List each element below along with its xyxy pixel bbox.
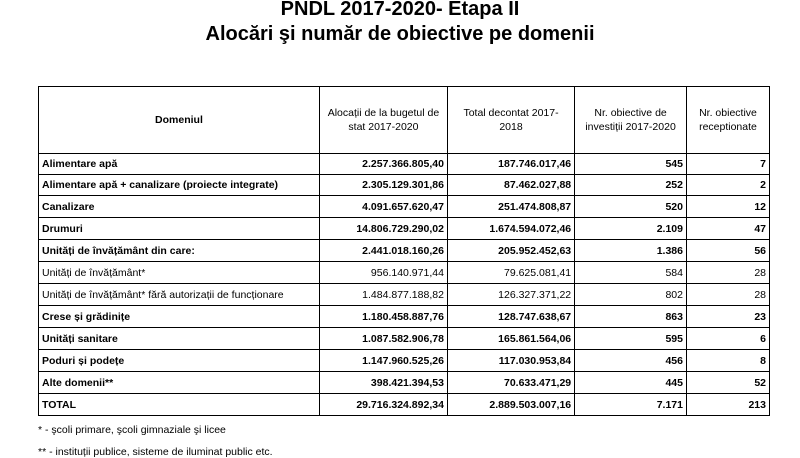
row-obiective-receptionate-cell: 8 bbox=[686, 350, 769, 372]
row-alocatii-cell: 1.180.458.887,76 bbox=[319, 306, 447, 328]
row-obiective-investitii-cell: 545 bbox=[575, 154, 687, 175]
table-row bbox=[39, 218, 770, 240]
row-obiective-receptionate-cell: 23 bbox=[686, 306, 769, 328]
row-obiective-investitii-cell: 445 bbox=[575, 372, 687, 394]
row-obiective-receptionate-cell: 2 bbox=[686, 175, 769, 196]
row-domain-cell: Canalizare bbox=[39, 196, 320, 218]
row-decontat-cell: 2.889.503.007,16 bbox=[447, 394, 574, 416]
table-row bbox=[39, 262, 770, 284]
row-obiective-receptionate-cell: 12 bbox=[686, 196, 769, 218]
row-obiective-receptionate-cell: 28 bbox=[686, 284, 769, 306]
table-row bbox=[39, 350, 770, 372]
row-alocatii-cell: 1.484.877.188,82 bbox=[319, 284, 447, 306]
table-row bbox=[39, 175, 770, 196]
row-obiective-receptionate-cell: 52 bbox=[686, 372, 769, 394]
row-obiective-investitii-cell: 863 bbox=[575, 306, 687, 328]
row-obiective-investitii-cell: 456 bbox=[575, 350, 687, 372]
row-domain-cell: Unități sanitare bbox=[39, 328, 320, 350]
row-alocatii-cell: 14.806.729.290,02 bbox=[319, 218, 447, 240]
row-domain-cell: Unități de învățământ* bbox=[39, 262, 320, 284]
row-decontat-cell: 70.633.471,29 bbox=[447, 372, 574, 394]
row-alocatii-cell: 1.147.960.525,26 bbox=[319, 350, 447, 372]
row-obiective-investitii-cell: 520 bbox=[575, 196, 687, 218]
row-decontat-cell: 117.030.953,84 bbox=[447, 350, 574, 372]
header-alocatii-text: Alocații de la bugetul de stat 2017-2020 bbox=[327, 107, 440, 133]
row-decontat-cell: 205.952.452,63 bbox=[447, 240, 574, 262]
table-row bbox=[39, 196, 770, 218]
header-total-decontat-text: Total decontat 2017-2018 bbox=[463, 107, 559, 133]
row-alocatii-cell: 2.305.129.301,86 bbox=[319, 175, 447, 196]
row-obiective-receptionate-cell: 28 bbox=[686, 262, 769, 284]
footnote-1: * - şcoli primare, şcoli gimnaziale şi licee bbox=[38, 424, 226, 436]
row-obiective-investitii-cell: 252 bbox=[575, 175, 687, 196]
row-domain-cell: Crese și grădinițe bbox=[39, 306, 320, 328]
header-alocatii bbox=[319, 87, 447, 154]
table-header-row bbox=[39, 87, 770, 154]
row-obiective-investitii-cell: 802 bbox=[575, 284, 687, 306]
row-alocatii-cell: 956.140.971,44 bbox=[319, 262, 447, 284]
row-domain-cell: Unități de învățământ* fără autorizații de funcționare bbox=[39, 284, 320, 306]
row-decontat-cell: 126.327.371,22 bbox=[447, 284, 574, 306]
row-obiective-investitii-cell: 1.386 bbox=[575, 240, 687, 262]
row-obiective-receptionate-cell: 213 bbox=[686, 394, 769, 416]
row-domain-cell: Unități de învățământ din care: bbox=[39, 240, 320, 262]
row-domain-cell: Alimentare apă + canalizare (proiecte integrate) bbox=[39, 175, 320, 196]
table-row bbox=[39, 154, 770, 175]
header-nr-obiective-receptionate bbox=[686, 87, 769, 154]
row-obiective-receptionate-cell: 7 bbox=[686, 154, 769, 175]
document-subtitle: Alocări şi număr de obiective pe domenii bbox=[205, 23, 595, 45]
row-obiective-investitii-cell: 2.109 bbox=[575, 218, 687, 240]
row-obiective-receptionate-cell: 47 bbox=[686, 218, 769, 240]
header-total-decontat bbox=[447, 87, 574, 154]
row-obiective-investitii-cell: 7.171 bbox=[575, 394, 687, 416]
header-nr-obiective-investitii-text: Nr. obiective de investiții 2017-2020 bbox=[585, 107, 676, 133]
row-domain-cell: Drumuri bbox=[39, 218, 320, 240]
row-alocatii-cell: 398.421.394,53 bbox=[319, 372, 447, 394]
row-alocatii-cell: 2.441.018.160,26 bbox=[319, 240, 447, 262]
allocations-table bbox=[38, 86, 770, 416]
table-row bbox=[39, 284, 770, 306]
table-row bbox=[39, 372, 770, 394]
table-row bbox=[39, 306, 770, 328]
row-alocatii-cell: 2.257.366.805,40 bbox=[319, 154, 447, 175]
row-alocatii-cell: 1.087.582.906,78 bbox=[319, 328, 447, 350]
row-decontat-cell: 128.747.638,67 bbox=[447, 306, 574, 328]
row-decontat-cell: 87.462.027,88 bbox=[447, 175, 574, 196]
row-decontat-cell: 1.674.594.072,46 bbox=[447, 218, 574, 240]
row-decontat-cell: 251.474.808,87 bbox=[447, 196, 574, 218]
footnote-2: ** - instituții publice, sisteme de iluminat public etc. bbox=[38, 446, 273, 458]
table-row bbox=[39, 394, 770, 416]
row-domain-cell: Poduri și podețe bbox=[39, 350, 320, 372]
header-domeniul: Domeniul bbox=[39, 87, 320, 154]
table-row bbox=[39, 240, 770, 262]
row-obiective-investitii-cell: 584 bbox=[575, 262, 687, 284]
row-domain-cell: TOTAL bbox=[39, 394, 320, 416]
row-obiective-investitii-cell: 595 bbox=[575, 328, 687, 350]
row-obiective-receptionate-cell: 56 bbox=[686, 240, 769, 262]
row-alocatii-cell: 29.716.324.892,34 bbox=[319, 394, 447, 416]
document-title: PNDL 2017-2020- Etapa II bbox=[280, 0, 520, 20]
row-decontat-cell: 79.625.081,41 bbox=[447, 262, 574, 284]
row-decontat-cell: 187.746.017,46 bbox=[447, 154, 574, 175]
row-domain-cell: Alte domenii** bbox=[39, 372, 320, 394]
row-domain-cell: Alimentare apă bbox=[39, 154, 320, 175]
row-obiective-receptionate-cell: 6 bbox=[686, 328, 769, 350]
row-decontat-cell: 165.861.564,06 bbox=[447, 328, 574, 350]
row-alocatii-cell: 4.091.657.620,47 bbox=[319, 196, 447, 218]
header-nr-obiective-receptionate-text: Nr. obiective receptionate bbox=[699, 107, 757, 133]
header-nr-obiective-investitii bbox=[575, 87, 687, 154]
table-row bbox=[39, 328, 770, 350]
